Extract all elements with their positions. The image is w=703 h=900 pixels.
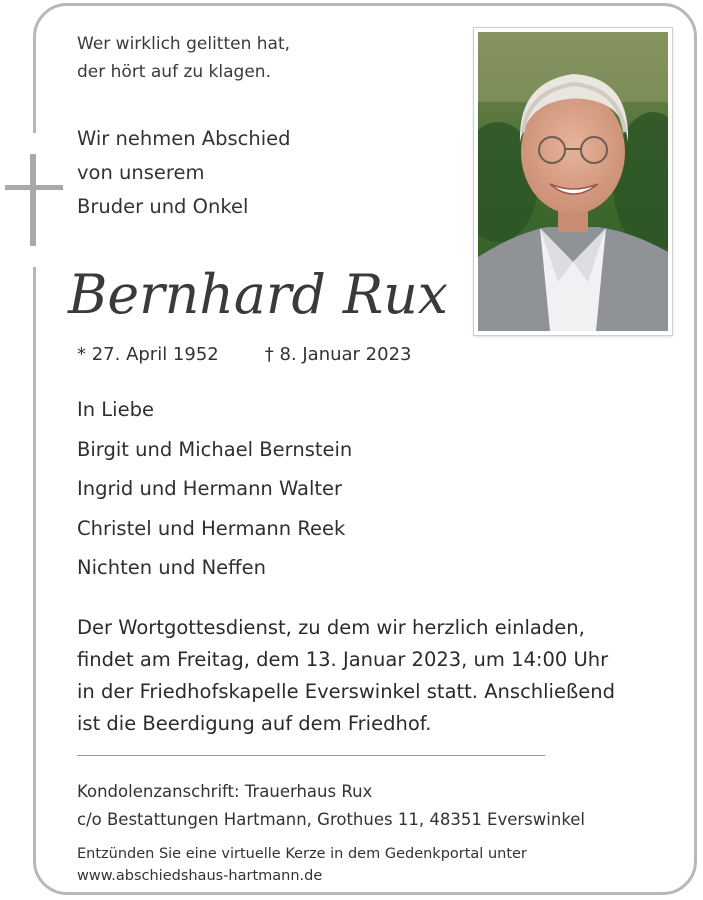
name-signature xyxy=(60,245,460,340)
portrait-photo xyxy=(474,28,672,335)
farewell-intro: Wir nehmen Abschied von unserem Bruder und Onkel xyxy=(77,127,291,218)
condolence-address: Kondolenzanschrift: Trauerhaus Rux c/o Bestattungen Hartmann, Grothues 11, 48351 Everswinkel xyxy=(77,782,586,829)
portal-note: Entzünden Sie eine virtuelle Kerze in dem Gedenkportal unter www.abschiedshaus-hartmann.de xyxy=(77,846,527,884)
list-item: Christel und Hermann Reek xyxy=(77,516,346,540)
list-item: In Liebe xyxy=(77,398,154,421)
list-item: Nichten und Neffen xyxy=(77,556,266,579)
list-item: Ingrid und Hermann Walter xyxy=(77,477,343,500)
signature-text: Bernhard Rux xyxy=(67,263,449,326)
life-dates xyxy=(77,342,411,368)
cross-icon xyxy=(0,150,70,250)
divider xyxy=(77,755,545,756)
death-date: † 8. Januar 2023 xyxy=(264,344,412,365)
memorial-quote: Wer wirklich gelitten hat, der hört auf zu klagen. xyxy=(77,34,291,82)
birth-date: * 27. April 1952 xyxy=(77,344,219,365)
mourners-list xyxy=(77,390,352,588)
service-notice: Der Wortgottesdienst, zu dem wir herzlich einladen, findet am Freitag, dem 13. Januar 2023, um 14:00 Uhr in der Friedhofskapelle Everswinkel statt. Anschließend ist die Beerdigung auf dem Friedhof. xyxy=(77,616,615,735)
list-item: Birgit und Michael Bernstein xyxy=(77,437,353,461)
